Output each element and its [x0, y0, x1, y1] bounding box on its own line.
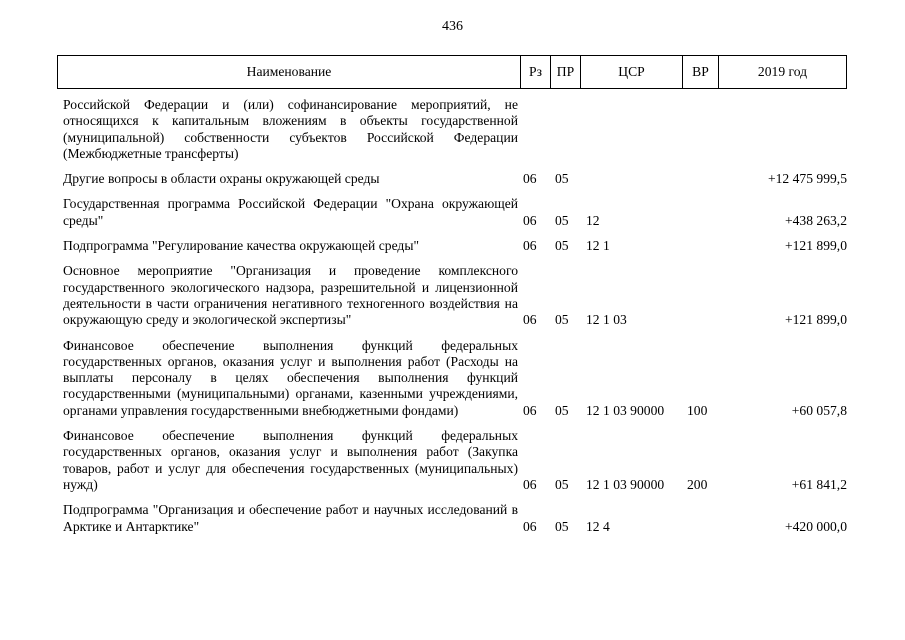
row-rz: 06 — [523, 238, 537, 254]
row-amount: +60 057,8 — [791, 402, 847, 418]
row-csr: 12 4 — [586, 518, 610, 534]
table-row — [0, 171, 905, 187]
row-pr: 05 — [555, 171, 569, 187]
row-rz: 06 — [523, 212, 537, 228]
row-amount: +438 263,2 — [784, 212, 847, 228]
header-vr: ВР — [683, 56, 719, 89]
row-rz: 06 — [523, 476, 537, 492]
header-rz: Рз — [521, 56, 551, 89]
table-row — [0, 428, 905, 493]
row-name: Финансовое обеспечение выполнения функций федеральных государственных органов, оказания услуг и выполнения работ (Закупка товаров, работ и услуг для обеспечения государственных (муниципальных) нужд) — [63, 428, 518, 492]
header-year: 2019 год — [719, 56, 847, 89]
table-body — [0, 97, 905, 544]
table-row — [0, 338, 905, 419]
row-rz: 06 — [523, 312, 537, 328]
row-name: Финансовое обеспечение выполнения функций федеральных государственных органов, оказания услуг и выполнения работ (Расходы на выплаты персоналу в целях обеспечения выполнения функций государственными (муниципальными) органами, казенными учреждениями, органами управления государственными внебюджетными фондами) — [63, 337, 518, 418]
row-name: Подпрограмма "Организация и обеспечение работ и научных исследований в Арктике и Антарктике" — [63, 502, 518, 534]
row-amount: +121 899,0 — [784, 312, 847, 328]
row-name: Основное мероприятие "Организация и проведение комплексного государственного экологического надзора, разрешительной и лицензионной деятельности в части ограничения негативного техногенного воздействия на окружающую среду и экологической экспертизы" — [63, 263, 518, 328]
row-rz: 06 — [523, 402, 537, 418]
row-amount: +12 475 999,5 — [767, 171, 847, 187]
table-row — [0, 196, 905, 229]
row-pr: 05 — [555, 212, 569, 228]
row-pr: 05 — [555, 402, 569, 418]
row-rz: 06 — [523, 518, 537, 534]
row-name: Подпрограмма "Регулирование качества окружающей среды" — [63, 238, 420, 254]
row-name: Другие вопросы в области охраны окружающей среды — [63, 171, 380, 187]
table-row — [0, 97, 905, 162]
row-csr: 12 1 03 — [586, 312, 627, 328]
row-pr: 05 — [555, 476, 569, 492]
table-header — [57, 55, 847, 89]
header-pr: ПР — [551, 56, 581, 89]
row-csr: 12 1 03 90000 — [586, 476, 665, 492]
table-row — [0, 263, 905, 328]
row-amount: +420 000,0 — [784, 518, 847, 534]
row-pr: 05 — [555, 312, 569, 328]
header-name: Наименование — [58, 56, 521, 89]
row-amount: +61 841,2 — [791, 476, 847, 492]
header-csr: ЦСР — [581, 56, 683, 89]
row-csr: 12 — [586, 212, 600, 228]
page-number: 436 — [442, 19, 463, 34]
row-amount: +121 899,0 — [784, 238, 847, 254]
row-csr: 12 1 — [586, 238, 610, 254]
row-rz: 06 — [523, 171, 537, 187]
row-vr: 200 — [687, 476, 708, 492]
row-name: Государственная программа Российской Федерации "Охрана окружающей среды" — [63, 196, 518, 228]
table-row — [0, 502, 905, 535]
table-row — [0, 238, 905, 254]
row-vr: 100 — [687, 402, 708, 418]
row-pr: 05 — [555, 238, 569, 254]
row-pr: 05 — [555, 518, 569, 534]
row-csr: 12 1 03 90000 — [586, 402, 665, 418]
row-name: Российской Федерации и (или) софинансирование мероприятий, не относящихся к капитальным вложениям в объекты государственной (муниципальной) собственности субъектов Российской Федерации (Межбюджетные трансферты) — [63, 97, 518, 161]
